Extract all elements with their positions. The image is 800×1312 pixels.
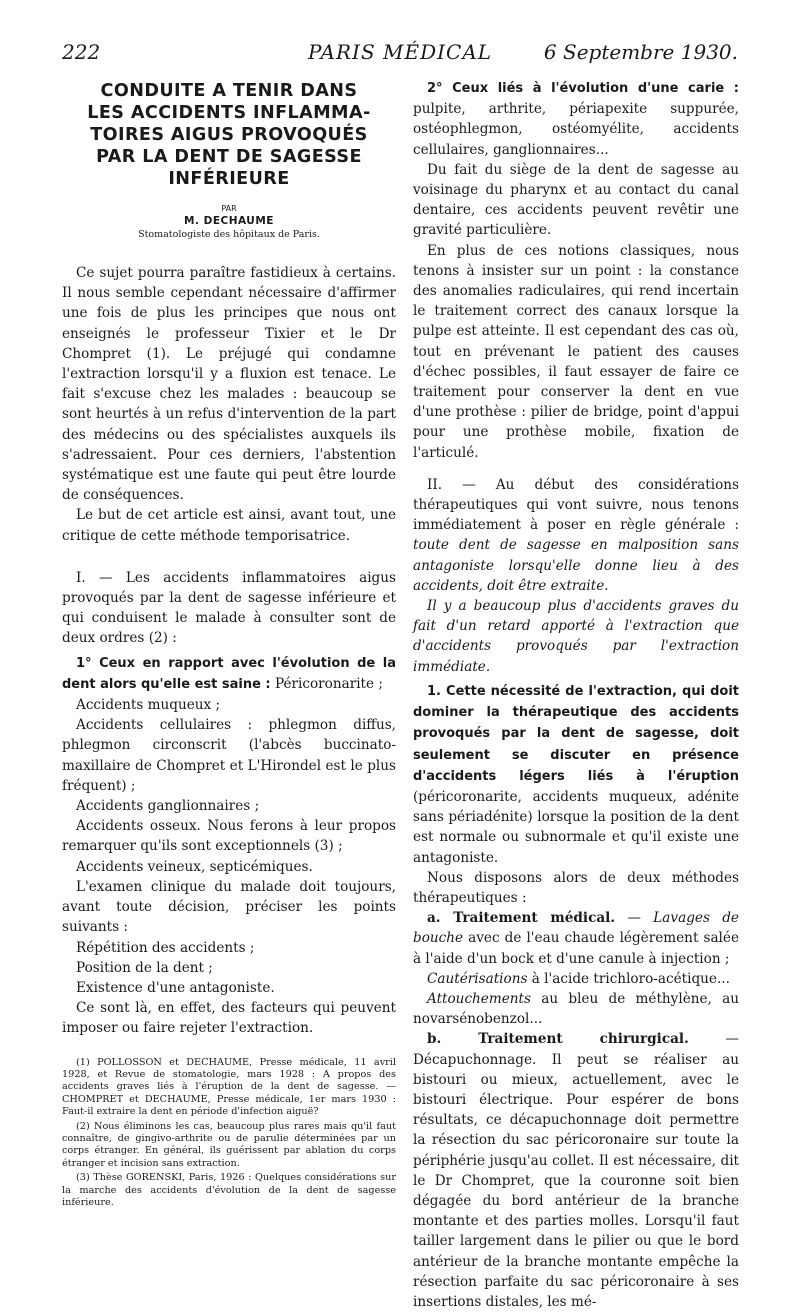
footnotes [62, 1057, 396, 1210]
title-line: TOIRES AIGUS PROVOQUÉS [90, 125, 368, 145]
italic-term: Attouchements [427, 990, 531, 1007]
byline-par: PAR [221, 204, 237, 213]
treatment-medical-heading: a. Traitement médical. [427, 910, 616, 927]
paragraph [413, 989, 739, 1029]
issue-date: 6 Septembre 1930. [543, 40, 738, 64]
category-two-heading: 2° Ceux liés à l'évolution d'une carie : [427, 81, 739, 96]
paragraph-text: — Décapuchonnage. Il peut se réaliser au bistouri ou mieux, actuellement, avec le bistouri électrique. Pour espérer de bons résultats, ce décapuchonnage doit permettre la résection du sac péricoronaire sur toute la périphérie jusqu'au collet. Il est nécessaire, dit le Dr Chompret, que la couronne soit bien dégagée du bord antérieur de la branche montante et des parties molles. Lorsqu'il faut tailler largement dans le pilier ou que le bord antérieur de la branche montante empêche la résection parfaite du sac péricoronaire à ses insertions distales, les mé- [413, 1031, 739, 1310]
category-one-text: Péricoronarite ; [270, 675, 383, 692]
category-two-text: pulpite, arthrite, périapexite suppurée, ostéophlegmon, ostéomyélite, accidents cellulaires, ganglionnaires... [413, 101, 739, 158]
paragraph: En plus de ces notions classiques, nous tenons à insister sur un point : la constance des anomalies radiculaires, qui rend incertain le traitement correct des canaux lorsque la pulpe est atteinte. Il est cependant des cas où, tout en prévenant le patient des causes d'échec possibles, il faut essayer de faire ce traitement pour conserver la dent en vue d'une prothèse : pilier de bridge, point d'appui pour une prothèse mobile, fixation de l'articulé. [413, 242, 739, 461]
journal-title: PARIS MÉDICAL [307, 40, 493, 64]
paragraph: Le but de cet article est ainsi, avant tout, une critique de cette méthode temporisatrice. [62, 507, 396, 544]
list-item: Accidents veineux, septicémiques. [76, 858, 313, 875]
section-two [413, 475, 739, 596]
paragraph: Il y a beaucoup plus d'accidents graves du fait d'un retard apporté à l'extraction que d'accidents provoqués par l'extraction immédiate. [413, 598, 739, 675]
paragraph: L'examen clinique du malade doit toujours, avant toute décision, préciser les points suivants : [62, 878, 396, 936]
article-title [62, 80, 396, 190]
paragraph: Du fait du siège de la dent de sagesse au voisinage du pharynx et au contact du canal dentaire, ces accidents peuvent revêtir une gravité particulière. [413, 161, 739, 239]
footnote: (2) Nous éliminons les cas, beaucoup plus rares mais qu'il faut connaître, de gingivo-arthrite ou de parulie déterminées par un corps étranger. En général, ils guérissent par ablation du corps étranger et incision sans extraction. [62, 1120, 396, 1169]
list-item: Accidents osseux. Nous ferons à leur propos remarquer qu'ils sont exceptionnels (3) ; [62, 818, 396, 855]
category-one [62, 653, 396, 695]
italic-term: Lavages de bouche [413, 910, 739, 947]
page-number: 222 [62, 40, 101, 64]
title-line: INFÉRIEURE [168, 169, 290, 189]
treatment-medical [413, 908, 739, 969]
section-two-rule: toute dent de sagesse en malposition sans antagoniste lorsqu'elle donne lieu à des accidents, doit être extraite. [413, 537, 739, 594]
paragraph-text: avec de l'eau chaude légèrement salée à l'aide d'un bock et d'une canule à injection ; [413, 930, 739, 967]
footnote: (3) Thèse GORENSKI, Paris, 1926 : Quelques considérations sur la marche des accidents d'évolution de la dent de sagesse inférieure. [62, 1172, 396, 1208]
category-one-heading: 1° Ceux en rapport avec l'évolution de la dent alors qu'elle est saine : [62, 655, 396, 692]
italic-term: Cautérisations [427, 970, 528, 987]
emphasis-text: 1. Cette nécessité de l'extraction, qui doit dominer la thérapeutique des accidents provoqués par la dent de sagesse, doit seulement se discuter en présence d'accidents légers liés à l'éruption [413, 683, 739, 784]
paragraph-text: à l'acide trichloro-acétique... [527, 970, 730, 987]
left-column [62, 78, 396, 1211]
dash: — [615, 910, 654, 927]
treatment-surgical [413, 1029, 739, 1312]
paragraph [413, 969, 739, 989]
running-header [62, 40, 738, 70]
paragraph: I. — Les accidents inflammatoires aigus provoqués par la dent de sagesse inférieure et qui conduisent le malade à consulter sont de deux ordres (2) : [62, 569, 396, 647]
list-item: Répétition des accidents ; [76, 939, 255, 956]
right-column [413, 78, 739, 1312]
list-item: Accidents muqueux ; [76, 697, 221, 714]
section-two-lead: II. — Au début des considérations thérapeutiques qui vont suivre, nous tenons immédiatement à poser en règle générale : [413, 476, 739, 534]
author-affiliation: Stomatologiste des hôpitaux de Paris. [138, 229, 320, 240]
treatment-surgical-heading: b. Traitement chirurgical. [427, 1031, 689, 1048]
author-name: M. DECHAUME [184, 215, 274, 227]
paragraph: Ce sont là, en effet, des facteurs qui peuvent imposer ou faire rejeter l'extraction. [62, 1000, 396, 1037]
list-item: Accidents ganglionnaires ; [76, 798, 260, 815]
paragraph-text: (péricoronarite, accidents muqueux, adénite sans périadénite) lorsque la position de la dent est normale ou subnormale et qu'il existe une antagoniste. [413, 788, 739, 866]
list-item: Existence d'une antagoniste. [76, 979, 275, 996]
paragraph-text: au bleu de méthylène, au novarsénobenzol... [413, 990, 739, 1028]
list-item: Accidents cellulaires : phlegmon diffus, phlegmon circonscrit (l'abcès buccinato-maxillaire de Chompret et L'Hirondel est le plus fréquent) ; [62, 717, 396, 794]
category-two [413, 78, 739, 160]
paragraph: Ce sujet pourra paraître fastidieux à certains. Il nous semble cependant nécessaire d'affirmer une fois de plus les principes que nous ont enseignés le professeur Tixier et le Dr Chompret (1). Le préjugé qui condamne l'extraction lorsqu'il y a fluxion est tenace. Le fait s'excuse chez les malades : beaucoup se sont heurtés à un refus d'intervention de la part des médecins ou des spécialistes auxquels ils s'adressaient. Pour ces derniers, l'abstention systématique est une faute qui peut être lourde de conséquences. [62, 265, 396, 504]
footnote: (1) POLLOSSON et DECHAUME, Presse médicale, 11 avril 1928, et Revue de stomatologie, mars 1928 : A propos des accidents graves liés à l'éruption de la dent de sagesse. — CHOMPRET et DECHAUME, Presse médicale, 1er mars 1930 : Faut-il extraire la dent en période d'infection aiguë? [62, 1056, 396, 1118]
title-line: LES ACCIDENTS INFLAMMA- [87, 103, 371, 123]
title-line: CONDUITE A TENIR DANS [100, 81, 358, 101]
paragraph [413, 681, 739, 868]
title-line: PAR LA DENT DE SAGESSE [96, 147, 362, 167]
list-item: Position de la dent ; [76, 959, 213, 976]
paragraph: Nous disposons alors de deux méthodes thérapeutiques : [413, 869, 739, 906]
